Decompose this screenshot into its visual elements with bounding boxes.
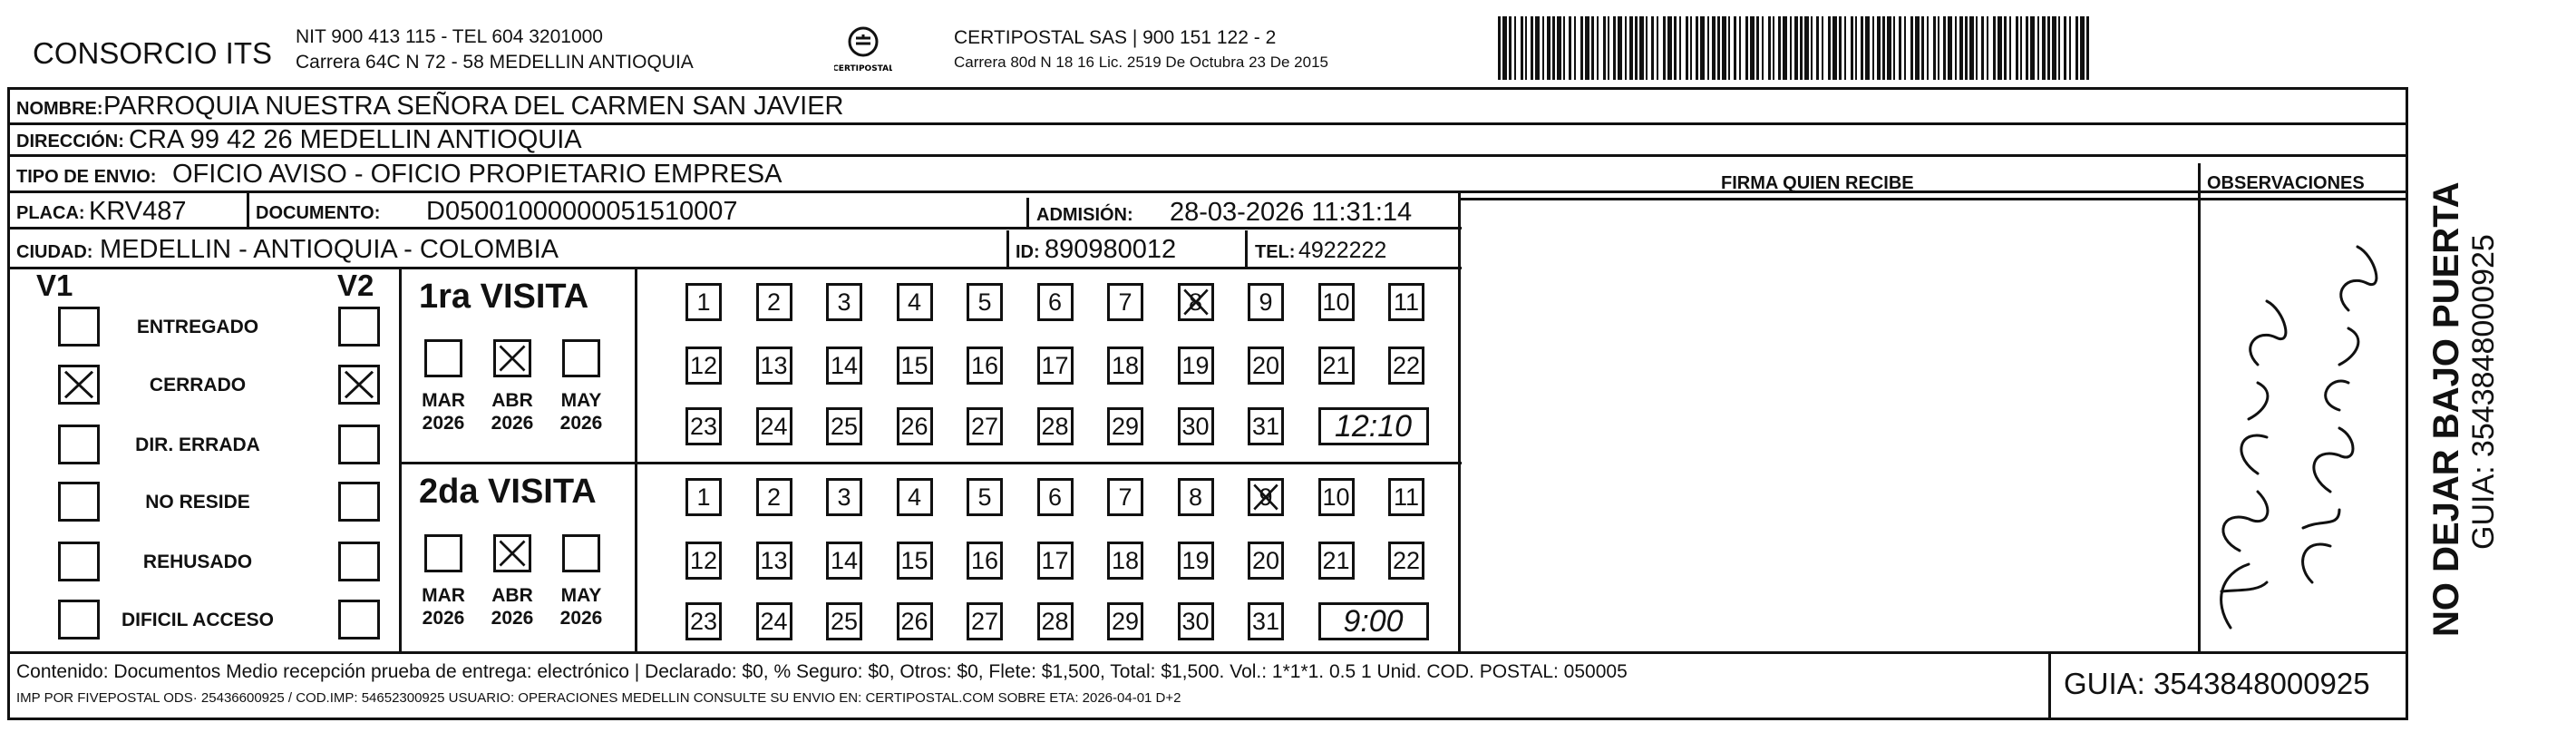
tel-value: 4922222 xyxy=(1298,238,1387,263)
barcode-bar xyxy=(1794,16,1798,80)
barcode-bar xyxy=(1613,16,1616,80)
barcode-bar xyxy=(1547,16,1550,80)
status-v2-checkbox[interactable] xyxy=(338,365,380,405)
barcode-bar xyxy=(2026,16,2028,80)
certipostal-line: CERTIPOSTAL SAS | 900 151 122 - 2 xyxy=(954,27,1277,48)
barcode-bar xyxy=(1959,16,1963,80)
barcode-bar xyxy=(1790,16,1792,80)
day-cell[interactable]: 4 xyxy=(897,478,933,516)
status-v2-checkbox[interactable] xyxy=(338,600,380,639)
placa-label: PLACA: xyxy=(16,203,85,223)
side-text xyxy=(2416,87,2570,720)
day-cell[interactable]: 16 xyxy=(967,542,1003,580)
month-label: MAR 2026 xyxy=(422,390,465,434)
barcode-bar xyxy=(1552,16,1555,80)
barcode-bar xyxy=(1525,16,1527,80)
v1-label: V1 xyxy=(36,268,73,302)
barcode-bar xyxy=(1535,16,1540,80)
company-name: CONSORCIO ITS xyxy=(33,36,273,70)
barcode-bar xyxy=(2086,16,2089,80)
barcode-bar xyxy=(1804,16,1809,80)
visit-time[interactable]: 12:10 xyxy=(1318,407,1429,445)
barcode-bar xyxy=(1603,16,1606,80)
barcode-bar xyxy=(1851,16,1853,80)
status-v2-checkbox[interactable] xyxy=(338,482,380,522)
status-label: NO RESIDE xyxy=(145,492,250,513)
month-label: MAR 2026 xyxy=(422,585,465,629)
documento-label: DOCUMENTO: xyxy=(256,203,381,223)
barcode-bar xyxy=(1542,16,1544,80)
day-cell[interactable]: 16 xyxy=(967,347,1003,385)
day-cell[interactable]: 19 xyxy=(1178,542,1214,580)
day-cell[interactable]: 5 xyxy=(967,478,1003,516)
day-cell[interactable]: 26 xyxy=(897,602,933,640)
day-cell[interactable]: 31 xyxy=(1248,407,1284,445)
barcode-bar xyxy=(1625,16,1627,80)
month-label: ABR 2026 xyxy=(491,585,534,629)
barcode-bar xyxy=(1893,16,1895,80)
barcode-bar xyxy=(1608,16,1609,80)
barcode-bar xyxy=(1712,16,1716,80)
barcode-bar xyxy=(1872,16,1874,80)
status-label: CERRADO xyxy=(149,375,247,395)
barcode-bar xyxy=(1531,16,1533,80)
barcode-bar xyxy=(2052,16,2056,80)
certipostal-address: Carrera 80d N 18 16 Lic. 2519 De Octubra 23 De 2015 xyxy=(954,54,1328,71)
barcode-bar xyxy=(1816,16,1819,80)
day-cell[interactable]: 7 xyxy=(1107,283,1143,321)
barcode-bar xyxy=(1844,16,1846,80)
barcode-bar xyxy=(1882,16,1885,80)
day-cell[interactable]: 12 xyxy=(685,542,722,580)
barcode-bar xyxy=(1861,16,1863,80)
day-cell[interactable]: 17 xyxy=(1037,347,1074,385)
barcode-bar xyxy=(1998,16,2002,80)
barcode-bar xyxy=(1580,16,1583,80)
day-cell[interactable]: 7 xyxy=(1107,478,1143,516)
barcode-bar xyxy=(2058,16,2060,80)
status-label: DIR. ERRADA xyxy=(135,434,260,455)
day-cell[interactable]: 23 xyxy=(685,602,722,640)
month-label: MAY 2026 xyxy=(559,390,603,434)
day-cell[interactable]: 22 xyxy=(1388,542,1424,580)
barcode-bar xyxy=(1915,16,1920,80)
barcode-bar xyxy=(1707,16,1709,80)
id-value: 890980012 xyxy=(1045,235,1177,264)
admision-label: ADMISIÓN: xyxy=(1036,205,1133,225)
barcode-bar xyxy=(1969,16,1974,80)
barcode-bar xyxy=(1762,16,1764,80)
barcode-bar xyxy=(1948,16,1952,80)
direccion-value: CRA 99 42 26 MEDELLIN ANTIOQUIA xyxy=(129,125,582,154)
barcode-bar xyxy=(2020,16,2022,80)
observaciones-header: OBSERVACIONES xyxy=(2207,173,2365,193)
barcode-bar xyxy=(1717,16,1720,80)
day-cell[interactable]: 27 xyxy=(967,602,1003,640)
direccion-label: DIRECCIÓN: xyxy=(16,132,124,151)
barcode-bar xyxy=(2009,16,2011,80)
day-cell[interactable]: 15 xyxy=(897,542,933,580)
barcode-bar xyxy=(2030,16,2035,80)
barcode-bar xyxy=(1899,16,1901,80)
firma-header: FIRMA QUIEN RECIBE xyxy=(1721,173,1914,193)
day-cell[interactable]: 6 xyxy=(1037,478,1074,516)
ciudad-value: MEDELLIN - ANTIOQUIA - COLOMBIA xyxy=(100,235,559,264)
day-cell[interactable]: 30 xyxy=(1178,602,1214,640)
barcode-bar xyxy=(2004,16,2007,80)
placa-value: KRV487 xyxy=(89,197,187,226)
day-cell[interactable]: 20 xyxy=(1248,542,1284,580)
nombre-label: NOMBRE: xyxy=(16,99,103,119)
barcode-bar xyxy=(1965,16,1968,80)
nombre-value: PARROQUIA NUESTRA SEÑORA DEL CARMEN SAN JAVIER xyxy=(103,92,844,121)
barcode-bar xyxy=(1943,16,1946,80)
day-cell[interactable]: 13 xyxy=(756,542,792,580)
day-cell[interactable]: 4 xyxy=(897,283,933,321)
day-cell[interactable]: 14 xyxy=(826,542,862,580)
id-label: ID: xyxy=(1016,242,1040,262)
day-cell[interactable]: 24 xyxy=(756,407,792,445)
barcode-bar xyxy=(1839,16,1842,80)
visit-title: 1ra VISITA xyxy=(419,278,589,316)
day-cell[interactable]: 2 xyxy=(756,478,792,516)
day-cell[interactable]: 1 xyxy=(685,478,722,516)
status-label: ENTREGADO xyxy=(136,317,259,337)
barcode-bar xyxy=(1557,16,1561,80)
barcode-bar xyxy=(1679,16,1681,80)
v2-label: V2 xyxy=(337,268,374,302)
barcode-bar xyxy=(1828,16,1831,80)
barcode-bar xyxy=(1993,16,1996,80)
side-guia: GUIA: 3543848000925 xyxy=(2466,234,2501,550)
day-cell[interactable]: 10 xyxy=(1318,478,1355,516)
barcode-bar xyxy=(1822,16,1823,80)
barcode-bar xyxy=(1700,16,1705,80)
status-label: DIFICIL ACCESO xyxy=(121,610,274,630)
day-cell[interactable]: 15 xyxy=(897,347,933,385)
barcode-bar xyxy=(1756,16,1759,80)
day-cell[interactable]: 22 xyxy=(1388,347,1424,385)
day-cell[interactable]: 18 xyxy=(1107,542,1143,580)
day-cell[interactable]: 3 xyxy=(826,478,862,516)
status-v1-checkbox[interactable] xyxy=(58,307,100,347)
day-cell[interactable]: 3 xyxy=(826,283,862,321)
month-checkbox[interactable] xyxy=(493,339,531,377)
day-cell[interactable]: 6 xyxy=(1037,283,1074,321)
day-cell[interactable]: 23 xyxy=(685,407,722,445)
imp-line: IMP POR FIVEPOSTAL ODS· 25436600925 / COD.IMP: 54652300925 USUARIO: OPERACIONES MEDELLIN CONSULTE SU ENVIO EN: CERTIPOSTAL.COM SOBRE ETA: 2026-04-01 D+2 xyxy=(16,690,1181,706)
status-label: REHUSADO xyxy=(142,552,253,572)
visit-time[interactable]: 9:00 xyxy=(1318,602,1429,640)
day-cell[interactable]: 27 xyxy=(967,407,1003,445)
svg-text:CERTIPOSTAL: CERTIPOSTAL xyxy=(834,64,892,73)
barcode-bar xyxy=(1696,16,1698,80)
barcode-bar xyxy=(1904,16,1906,80)
month-checkbox[interactable] xyxy=(493,534,531,572)
barcode-bar xyxy=(1811,16,1813,80)
month-checkbox[interactable] xyxy=(424,339,462,377)
barcode-bar xyxy=(1800,16,1803,80)
day-cell[interactable]: 8 xyxy=(1178,478,1214,516)
tel-label: TEL: xyxy=(1255,242,1296,262)
barcode-bar xyxy=(1910,16,1913,80)
day-cell[interactable]: 28 xyxy=(1037,407,1074,445)
status-v2-checkbox[interactable] xyxy=(338,425,380,464)
barcode-bar xyxy=(1768,16,1771,80)
day-cell[interactable]: 25 xyxy=(826,602,862,640)
barcode-bar xyxy=(2069,16,2071,80)
tipo-envio-label: TIPO DE ENVIO: xyxy=(16,167,157,187)
barcode-bar xyxy=(1646,16,1648,80)
barcode-bar xyxy=(1657,16,1658,80)
barcode-bar xyxy=(1921,16,1924,80)
day-cell[interactable]: 20 xyxy=(1248,347,1284,385)
ciudad-label: CIUDAD: xyxy=(16,242,93,262)
barcode-bar xyxy=(1667,16,1672,80)
day-cell[interactable]: 9 xyxy=(1248,283,1284,321)
barcode-bar xyxy=(1877,16,1881,80)
day-cell[interactable]: 13 xyxy=(756,347,792,385)
documento-value: D05001000000051510007 xyxy=(426,197,738,226)
barcode-bar xyxy=(1591,16,1594,80)
barcode-bar xyxy=(1514,16,1516,80)
barcode-bar xyxy=(1521,16,1523,80)
day-cell[interactable]: 17 xyxy=(1037,542,1074,580)
day-cell[interactable]: 9 xyxy=(1248,478,1284,516)
status-v1-checkbox[interactable] xyxy=(58,600,100,639)
certipostal-logo xyxy=(834,24,892,74)
barcode-bar xyxy=(1663,16,1666,80)
day-cell[interactable]: 31 xyxy=(1248,602,1284,640)
day-cell[interactable]: 29 xyxy=(1107,602,1143,640)
barcode-bar xyxy=(1618,16,1622,80)
barcode-bar xyxy=(1773,16,1774,80)
barcode-bar xyxy=(1938,16,1939,80)
barcode-bar xyxy=(1832,16,1837,80)
status-v2-checkbox[interactable] xyxy=(338,307,380,347)
day-cell[interactable]: 12 xyxy=(685,347,722,385)
barcode-bar xyxy=(1855,16,1857,80)
month-checkbox[interactable] xyxy=(562,534,600,572)
day-cell[interactable]: 18 xyxy=(1107,347,1143,385)
day-cell[interactable]: 21 xyxy=(1318,542,1355,580)
barcode-bar xyxy=(1927,16,1929,80)
month-checkbox[interactable] xyxy=(424,534,462,572)
day-cell[interactable]: 2 xyxy=(756,283,792,321)
barcode-bar xyxy=(2037,16,2039,80)
barcode-bar xyxy=(1690,16,1692,80)
barcode-bar xyxy=(1674,16,1677,80)
barcode-bar xyxy=(2080,16,2085,80)
observaciones-handwriting xyxy=(2203,201,2403,648)
status-v1-checkbox[interactable] xyxy=(58,425,100,464)
day-cell[interactable]: 25 xyxy=(826,407,862,445)
day-cell[interactable]: 5 xyxy=(967,283,1003,321)
barcode-bar xyxy=(1569,16,1571,80)
barcode-bar xyxy=(2047,16,2050,80)
barcode-bar xyxy=(1728,16,1730,80)
barcode-bar xyxy=(1629,16,1633,80)
day-cell[interactable]: 8 xyxy=(1178,283,1214,321)
barcode-bar xyxy=(1739,16,1741,80)
barcode-bar xyxy=(1722,16,1726,80)
barcode-bar xyxy=(1639,16,1644,80)
barcode-bar xyxy=(1734,16,1736,80)
barcode-bar xyxy=(1987,16,1988,80)
month-label: MAY 2026 xyxy=(559,585,603,629)
tipo-envio-value: OFICIO AVISO - OFICIO PROPIETARIO EMPRESA xyxy=(172,160,783,189)
day-cell[interactable]: 30 xyxy=(1178,407,1214,445)
barcode-bar xyxy=(2075,16,2078,80)
day-cell[interactable]: 14 xyxy=(826,347,862,385)
day-cell[interactable]: 29 xyxy=(1107,407,1143,445)
barcode-bar xyxy=(1745,16,1748,80)
barcode-bar xyxy=(2064,16,2066,80)
footer-guia: GUIA: 3543848000925 xyxy=(2064,667,2370,700)
month-checkbox[interactable] xyxy=(562,339,600,377)
barcode-bar xyxy=(1783,16,1787,80)
barcode-bar xyxy=(1865,16,1870,80)
barcode-bar xyxy=(2042,16,2046,80)
barcode-bar xyxy=(1563,16,1565,80)
barcode-bar xyxy=(1778,16,1781,80)
barcode-bar xyxy=(1981,16,1984,80)
barcode-bar xyxy=(1509,16,1512,80)
barcode xyxy=(1498,16,2096,80)
status-v1-checkbox[interactable] xyxy=(58,542,100,581)
barcode-bar xyxy=(1585,16,1589,80)
status-v1-checkbox[interactable] xyxy=(58,365,100,405)
barcode-bar xyxy=(1498,16,1501,80)
status-v1-checkbox[interactable] xyxy=(58,482,100,522)
contenido-line: Contenido: Documentos Medio recepción prueba de entrega: electrónico | Declarado: $0, % Seguro: $0, Otros: $0, Flete: $1,500, Total: $1,500. Vol.: 1*1*1. 0.5 1 Unid. COD. POSTAL: 050005 xyxy=(16,661,1628,682)
admision-value: 28-03-2026 11:31:14 xyxy=(1170,198,1413,227)
day-cell[interactable]: 28 xyxy=(1037,602,1074,640)
barcode-bar xyxy=(1597,16,1599,80)
day-cell[interactable]: 10 xyxy=(1318,283,1355,321)
barcode-bar xyxy=(1635,16,1638,80)
day-cell[interactable]: 26 xyxy=(897,407,933,445)
day-cell[interactable]: 11 xyxy=(1388,478,1424,516)
barcode-bar xyxy=(1502,16,1507,80)
day-cell[interactable]: 19 xyxy=(1178,347,1214,385)
header xyxy=(0,0,2576,91)
barcode-bar xyxy=(1750,16,1755,80)
no-dejar-bajo-puerta: NO DEJAR BAJO PUERTA xyxy=(2426,181,2466,637)
address-line: Carrera 64C N 72 - 58 MEDELLIN ANTIOQUIA xyxy=(296,52,694,73)
barcode-bar xyxy=(1976,16,1978,80)
day-cell[interactable]: 21 xyxy=(1318,347,1355,385)
day-cell[interactable]: 24 xyxy=(756,602,792,640)
visit-title: 2da VISITA xyxy=(419,473,597,511)
day-cell[interactable]: 11 xyxy=(1388,283,1424,321)
barcode-bar xyxy=(1686,16,1688,80)
day-cell[interactable]: 1 xyxy=(685,283,722,321)
nit-line: NIT 900 413 115 - TEL 604 3201000 xyxy=(296,26,603,47)
barcode-bar xyxy=(1933,16,1936,80)
barcode-bar xyxy=(1574,16,1576,80)
barcode-bar xyxy=(1955,16,1957,80)
barcode-bar xyxy=(2016,16,2018,80)
status-v2-checkbox[interactable] xyxy=(338,542,380,581)
barcode-bar xyxy=(1887,16,1891,80)
month-label: ABR 2026 xyxy=(491,390,534,434)
barcode-bar xyxy=(1651,16,1654,80)
